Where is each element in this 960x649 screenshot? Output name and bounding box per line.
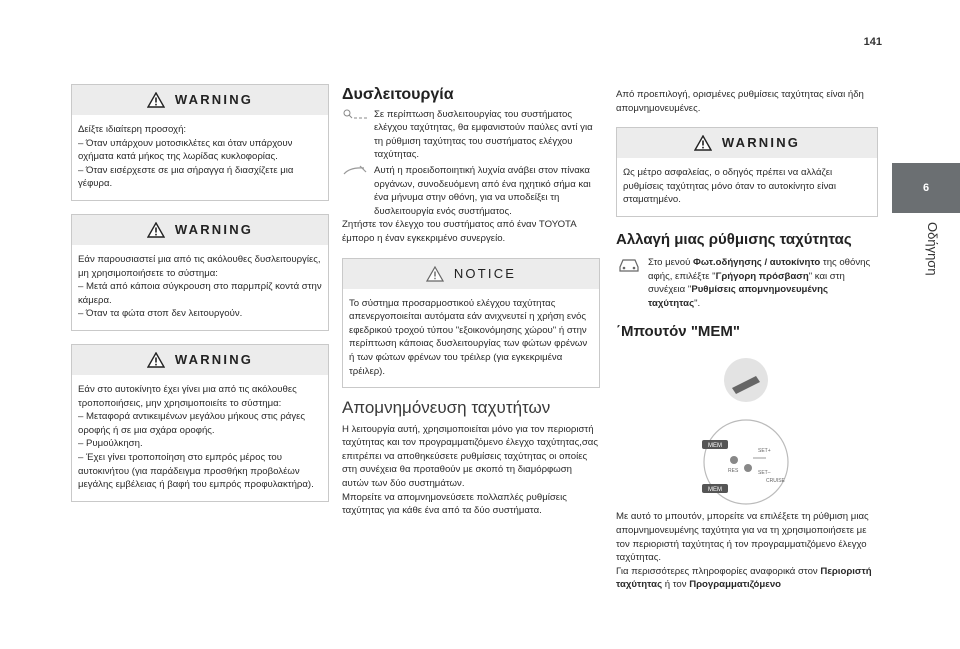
column-right [616,88,878,592]
steering-wheel-illustration [616,350,878,510]
column-middle [342,86,600,518]
warning-box-1 [71,84,329,201]
menu-name: Φωτ.οδήγησης / αυτοκίνητο [692,256,821,268]
change-end: ". [694,297,701,309]
warning-box-4 [616,127,878,217]
warning-label: WARNING [174,222,254,238]
warning-box-3 [71,344,329,502]
warning-header [72,345,328,375]
page-number: 141 [863,36,882,48]
section-title-malfunction: Δυσλειτουργία [342,86,454,103]
mem-button-text: Με αυτό το μπουτόν, μπορείτε να επιλέξετε τη ρύθμιση μιας απομνημονευμένης ταχύτητα για να τη χρησιμοποιήσετε με τον περιοριστή ταχύτητας ή τον προγραμματιζόμενο έλεγχο ταχύτητας. [616,511,869,564]
warning-text: Εάν παρουσιαστεί μια από τις ακόλουθες δυσλειτουργίες, μη χρησιμοποιήσετε το σύστημα: – Μετά από κάποια σύγκρουση στο παρμπρίζ κοντά στην κάμερα. – Όταν τα φώτα στοπ δεν λειτουργούν. [78,253,322,320]
warning-text: Εάν στο αυτοκίνητο έχει γίνει μια από τις ακόλουθες τροποποιήσεις, μην χρησιμοποιείτε το σύστημα: – Μεταφορά αντικειμένων μεγάλου μήκους στις ράγες οροφής ή σε μια σχάρα οροφής. – Ρυμούλκηση. – Έχει γίνει τροποποίηση στο εμπρός μέρος του αυτοκινήτου (για παράδειγμα προσθήκη προβολέων μεγάλης εμβέλειας ή βαφή του εμπρός προφυλακτήρα). [78,383,314,491]
change-setting-row [616,256,878,310]
speed-limiter-link[interactable]: Περιοριστή ταχύτητας [616,565,872,591]
chapter-label: Οδήγηση [925,222,940,276]
contact-dealer-text: Ζητήστε τον έλεγχο του συστήματος από έναν ΤΟΥΟΤΑ έμπορο η έναν εγκεκριμένο συνεργείο. [342,219,577,244]
change-mid1: της οθόνης αφής, επιλέξτε " [648,256,871,282]
section-title-change-setting: Αλλαγή μιας ρύθμισης ταχύτητας [616,230,852,248]
mem-bottom-label: MEM [708,487,722,494]
warning-triangle-icon [147,222,165,238]
section-title-memory: Απομνημόνευση ταχυτήτων [342,398,551,418]
notice-label: NOTICE [453,265,517,281]
warning-text: Δείξτε ιδιαίτερη προσοχή: – Όταν υπάρχουν μοτοσικλέτες και όταν υπάρχουν οχήματα κατά μήκος της λωρίδας κυκλοφορίας. – Όταν εισέρχεστε σε μια σήραγγα ή διασχίζετε μια γέφυρα. [78,124,294,190]
change-mid2: " και στη συνέχεια " [648,270,845,296]
warning-triangle-icon [694,135,712,151]
malfunction-text: Σε περίπτωση δυσλειτουργίας του συστήματος ελέγχου ταχύτητας, θα εμφανιστούν παύλες αντί για τη ρύθμιση ταχύτητας του συστήματος ελέγχου ταχύτητας. [374,108,593,161]
notice-box [342,258,600,389]
warning-label: WARNING [174,352,254,368]
section-title-mem-button: ΄Μπουτόν "MEM" [616,323,741,341]
res-label: RES [728,468,739,475]
malfunction-dashes-row [342,108,600,162]
warning-header [617,128,877,158]
set-minus-label: SET– [758,470,771,477]
warning-lamp-row [342,164,600,218]
car-menu-icon [616,256,642,274]
change-prefix: Στο μενού [648,256,693,268]
wrench-car-icon [342,164,368,178]
warning-box-2 [71,214,329,331]
quick-access-label: Γρήγορη πρόσβαση [715,270,809,282]
notice-triangle-icon [426,266,444,282]
speed-dashes-icon [342,108,368,122]
warning-label: WARNING [721,135,801,151]
warning-triangle-icon [147,352,165,368]
mem-top-label: MEM [708,443,722,450]
chapter-number: 6 [922,182,930,194]
notice-header [343,259,599,289]
cruise-control-link[interactable]: Προγραμματιζόμενο [689,579,782,591]
warning-header [72,85,328,115]
notice-text: Το σύστημα προσαρμοστικού ελέγχου ταχύτητας απενεργοποιείται αυτόματα εάν ανιχνευτεί η χρήση ενός εφεδρικού τροχού τύπου "εξοικονόμησης χώρου" ή στην περίπτωση κάποιας δυσλειτουργίας των φώτων φρένων ή των φώτων φρένων του τρέιλερ (για εγκεκριμένα τρέιλερ). [349,297,588,377]
warning-header [72,215,328,245]
steering-wheel-diagram [616,350,878,510]
default-settings-text: Από προεπιλογή, ορισμένες ρυθμίσεις ταχύτητας είναι ήδη απομνημονευμένες. [616,89,864,114]
memorised-settings-label: Ρυθμίσεις απομνημονευμένης ταχύτητας [648,284,828,309]
more-info-prefix: Για περισσότερες πληροφορίες αναφορικά στον [616,565,821,577]
memory-text-1: Η λειτουργία αυτή, χρησιμοποιείται μόνο για τον περιοριστή ταχύτητας και τον προγραμματιζόμενο έλεγχο ταχύτητας,σας επιτρέπει να αποθηκεύσετε ρυθμίσεις ταχύτητας οι οποίες στη συνέχεια θα προταθούν με σκοπό τη διαμόρφωση αυτών των δύο συστημάτων. [342,423,598,490]
wheel-button-1 [730,456,738,464]
chapter-tab[interactable] [892,163,960,213]
more-info-mid: ή τον [662,579,690,591]
set-plus-label: SET+ [758,448,771,455]
change-setting-text [648,256,878,310]
column-left [71,84,329,515]
warning-label: WARNING [174,92,254,108]
cruise-label: CRUISE [766,478,785,485]
warning-lamp-text: Αυτή η προειδοποιητική λυχνία ανάβει στον πίνακα οργάνων, συνοδευόμενη από ένα ηχητικό σήμα και ένα μήνυμα στην οθόνη, για να υποδείξει τη δυσλειτουργία ενός συστήματος. [374,164,591,217]
warning-triangle-icon [147,92,165,108]
wheel-button-2 [744,464,752,472]
small-wheel-icon [724,358,768,402]
warning-text: Ως μέτρο ασφαλείας, ο οδηγός πρέπει να αλλάζει ρυθμίσεις ταχύτητας μόνο όταν το αυτοκίνητο είναι σταματημένο. [623,167,836,206]
more-info-text [616,565,878,592]
memory-text-2: Μπορείτε να απομνημονεύσετε πολλαπλές ρυθμίσεις ταχύτητας για κάθε ένα από τα δύο συστήματα. [342,491,567,517]
